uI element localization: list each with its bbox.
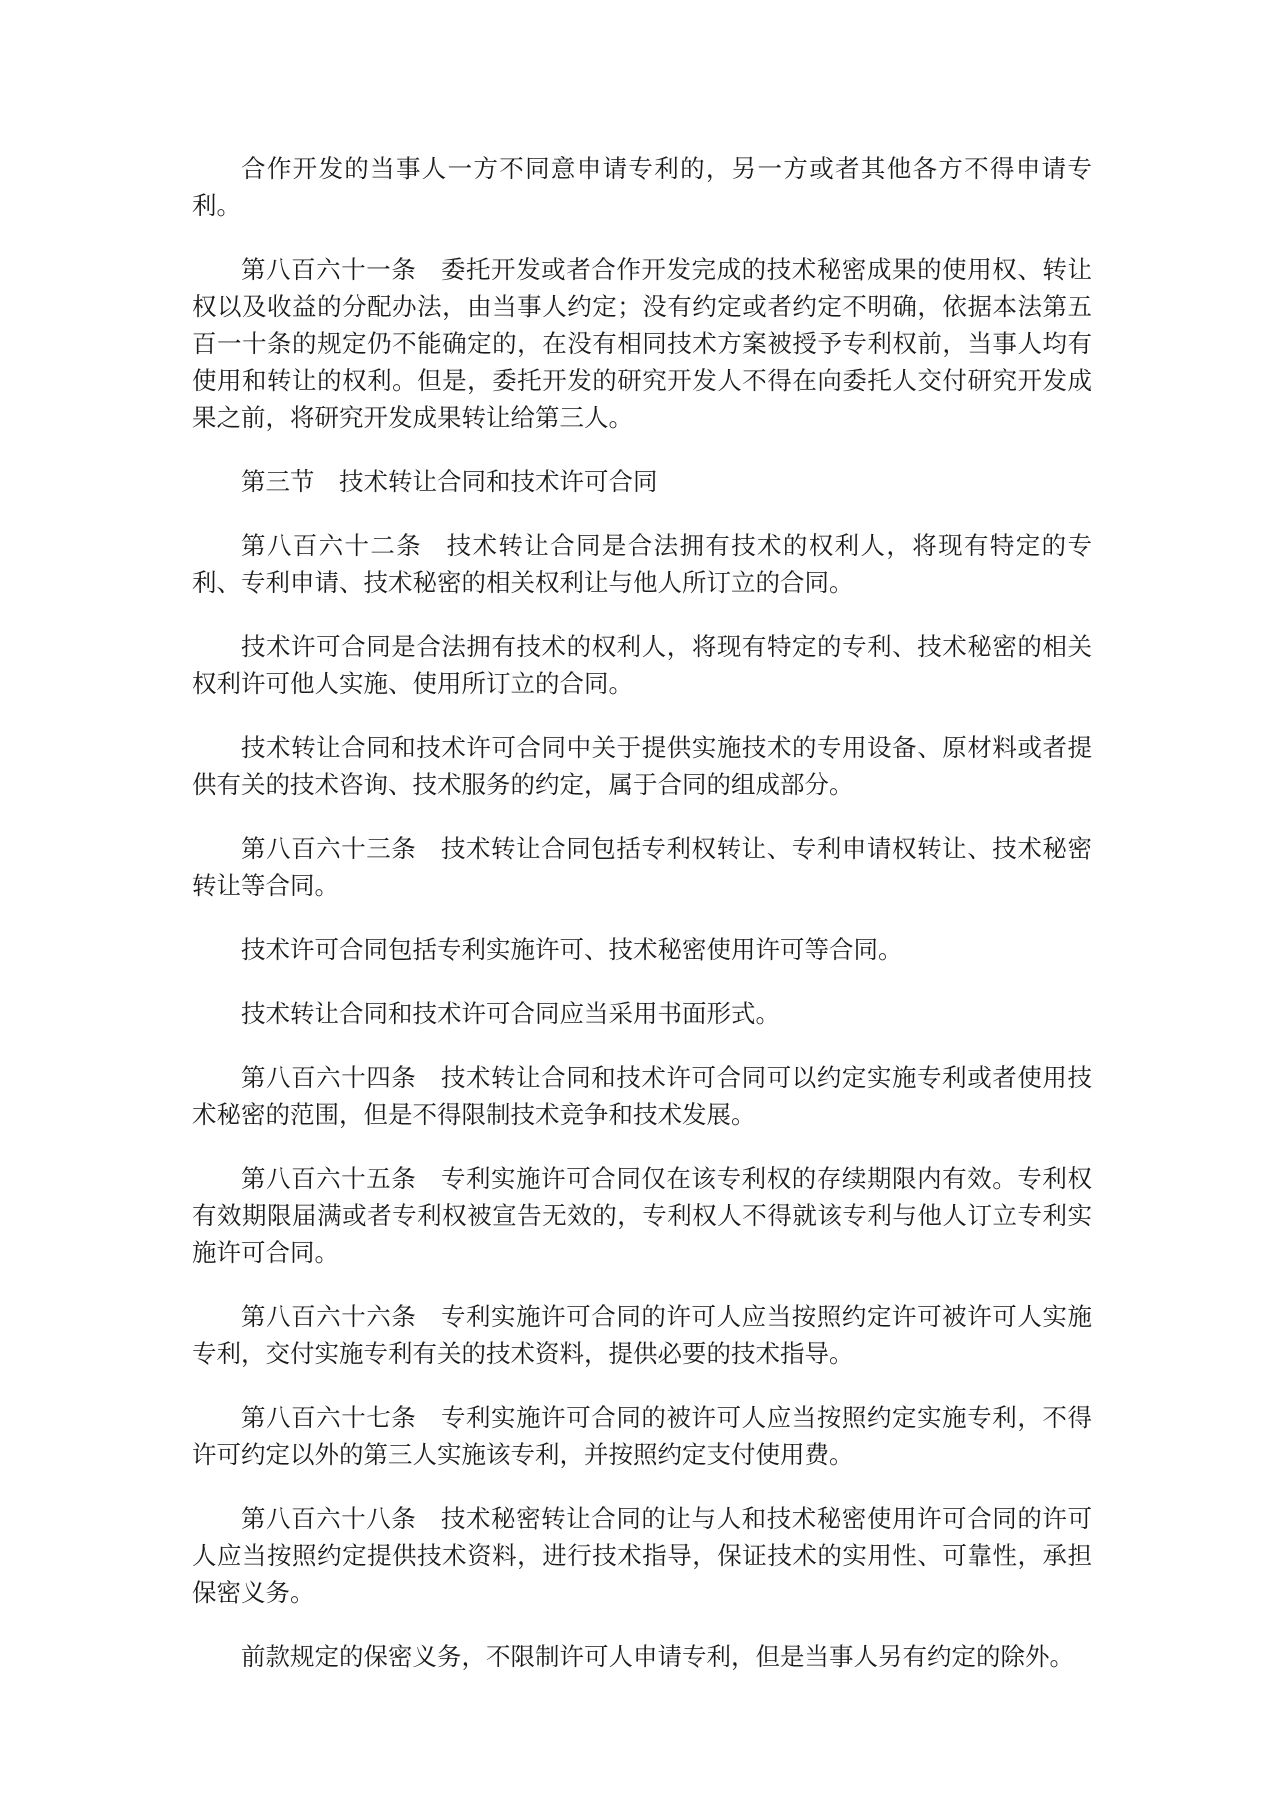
article-paragraph: [192, 1160, 1092, 1271]
document-page: [192, 150, 1092, 1675]
section-title: 技术转让合同和技术许可合同: [339, 467, 658, 496]
article-paragraph: [192, 251, 1092, 436]
paragraph-text: 技术转让合同包括专利权转让、专利申请权转让、技术秘密转让等合同。: [192, 834, 1092, 900]
article-number: 第八百六十八条: [241, 1504, 417, 1533]
paragraph: [192, 995, 1092, 1032]
paragraph: [192, 729, 1092, 803]
article-number: 第八百六十五条: [241, 1164, 417, 1193]
article-number: 第八百六十二条: [241, 531, 423, 560]
paragraph: [192, 931, 1092, 968]
paragraph-text: 技术转让合同和技术许可合同应当采用书面形式。: [241, 999, 780, 1028]
paragraph: [192, 628, 1092, 702]
paragraph-text: 技术转让合同是合法拥有技术的权利人，将现有特定的专利、专利申请、技术秘密的相关权利让与他人所订立的合同。: [192, 531, 1093, 597]
paragraph-text: 合作开发的当事人一方不同意申请专利的，另一方或者其他各方不得申请专利。: [192, 154, 1092, 220]
paragraph: [192, 150, 1092, 224]
section-heading: [192, 463, 1092, 500]
paragraph-text: 专利实施许可合同仅在该专利权的存续期限内有效。专利权有效期限届满或者专利权被宣告无效的，专利权人不得就该专利与他人订立专利实施许可合同。: [192, 1164, 1092, 1267]
article-number: 第八百六十四条: [241, 1063, 417, 1092]
article-paragraph: [192, 1059, 1092, 1133]
article-paragraph: [192, 1298, 1092, 1372]
article-number: 第八百六十六条: [241, 1302, 417, 1331]
article-paragraph: [192, 527, 1092, 601]
article-number: 第八百六十七条: [241, 1403, 417, 1432]
article-paragraph: [192, 1500, 1092, 1611]
paragraph-text: 技术转让合同和技术许可合同中关于提供实施技术的专用设备、原材料或者提供有关的技术咨询、技术服务的约定，属于合同的组成部分。: [192, 733, 1092, 799]
paragraph-text: 技术秘密转让合同的让与人和技术秘密使用许可合同的许可人应当按照约定提供技术资料，进行技术指导，保证技术的实用性、可靠性，承担保密义务。: [192, 1504, 1092, 1607]
article-number: 第八百六十一条: [241, 255, 417, 284]
section-number: 第三节: [241, 467, 315, 496]
article-number: 第八百六十三条: [241, 834, 417, 863]
paragraph-text: 专利实施许可合同的许可人应当按照约定许可被许可人实施专利，交付实施专利有关的技术资料，提供必要的技术指导。: [192, 1302, 1092, 1368]
paragraph-text: 技术许可合同是合法拥有技术的权利人，将现有特定的专利、技术秘密的相关权利许可他人实施、使用所订立的合同。: [192, 632, 1092, 698]
article-paragraph: [192, 1399, 1092, 1473]
paragraph-text: 技术转让合同和技术许可合同可以约定实施专利或者使用技术秘密的范围，但是不得限制技术竞争和技术发展。: [192, 1063, 1092, 1129]
article-paragraph: [192, 830, 1092, 904]
paragraph-text: 技术许可合同包括专利实施许可、技术秘密使用许可等合同。: [241, 935, 903, 964]
paragraph: [192, 1638, 1092, 1675]
paragraph-text: 专利实施许可合同的被许可人应当按照约定实施专利，不得许可约定以外的第三人实施该专利，并按照约定支付使用费。: [192, 1403, 1092, 1469]
paragraph-text: 委托开发或者合作开发完成的技术秘密成果的使用权、转让权以及收益的分配办法，由当事人约定；没有约定或者约定不明确，依据本法第五百一十条的规定仍不能确定的，在没有相同技术方案被授予专利权前，当事人均有使用和转让的权利。但是，委托开发的研究开发人不得在向委托人交付研究开发成果之前，将研究开发成果转让给第三人。: [192, 255, 1092, 432]
paragraph-text: 前款规定的保密义务，不限制许可人申请专利，但是当事人另有约定的除外。: [241, 1642, 1074, 1671]
